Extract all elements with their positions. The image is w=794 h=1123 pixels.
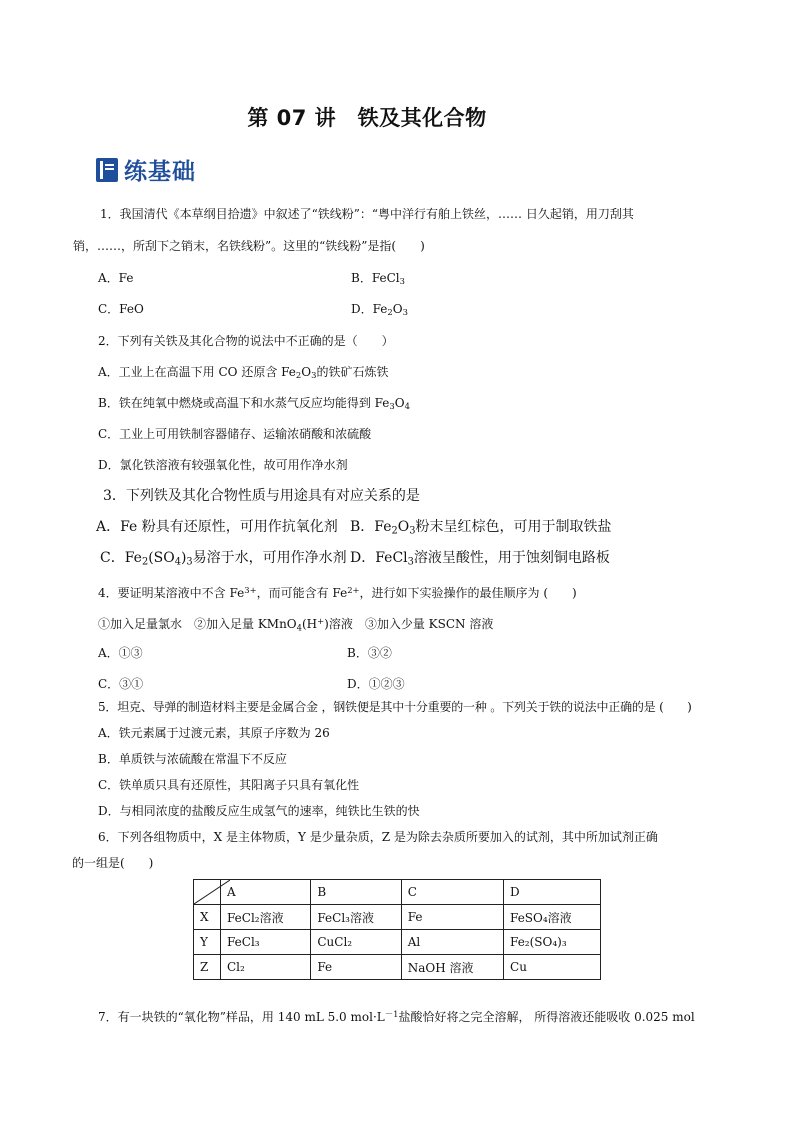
- table-cell: Al: [401, 930, 503, 955]
- q2-option-d: D．氯化铁溶液有较强氧化性，故可用作净水剂: [98, 458, 348, 472]
- table-cell: Cu: [504, 955, 601, 980]
- table-row: [194, 930, 601, 955]
- table-cell: Cl₂: [221, 955, 311, 980]
- q3-option-d: D．FeCl$_3$溶液呈酸性，用于蚀刻铜电路板: [350, 550, 610, 568]
- q2-stem: 2．下列有关铁及其化合物的说法中不正确的是（ ）: [98, 334, 394, 348]
- q1-option-b: B．FeCl$_3$: [351, 271, 405, 287]
- q1-option-c: C．FeO: [98, 302, 144, 316]
- q4-option-c: C．③①: [98, 677, 144, 691]
- q6-stem-line2: 的一组是( ): [72, 856, 154, 870]
- table-header-c: C: [401, 880, 503, 905]
- table-header-row: [194, 880, 601, 905]
- table-cell: CuCl₂: [311, 930, 401, 955]
- q3-option-c: C．$Fe_2(SO_4)_3$易溶于水，可用作净水剂: [100, 550, 347, 568]
- q4-option-d: D．①②③: [347, 677, 405, 691]
- section-label: 练基础: [124, 159, 196, 185]
- table-header-d: D: [504, 880, 601, 905]
- q3-option-b: B．$Fe_2O_3$粉末呈红棕色，可用于制取铁盐: [350, 519, 612, 537]
- diagonal-line: [194, 880, 230, 904]
- table-row: [194, 905, 601, 930]
- table-row: [194, 955, 601, 980]
- q3-option-a: A．Fe 粉具有还原性，可用作抗氧化剂: [96, 519, 338, 535]
- q1-stem-line2: 销，……，所刮下之销末，名铁线粉”。这里的“铁线粉”是指( ): [73, 239, 425, 253]
- q5-option-b: B．单质铁与浓硫酸在常温下不反应: [98, 752, 287, 766]
- q4-option-b: B．③②: [347, 646, 392, 660]
- row-label: Y: [194, 930, 221, 955]
- table-header-a: A: [221, 880, 311, 905]
- q1-option-a: A．Fe: [98, 271, 134, 285]
- q5-option-c: C．铁单质只具有还原性，其阳离子只具有氧化性: [98, 778, 360, 792]
- q3-stem: 3．下列铁及其化合物性质与用途具有对应关系的是: [103, 488, 420, 504]
- table-cell: Fe: [311, 955, 401, 980]
- q2-option-a: A．工业上在高温下用 CO 还原含 $Fe_2O_3$的铁矿石炼铁: [98, 365, 389, 381]
- book-icon: [96, 158, 118, 182]
- q5-option-a: A．铁元素属于过渡元素，其原子序数为 26: [98, 726, 330, 740]
- q5-option-d: D．与相同浓度的盐酸反应生成氢气的速率，纯铁比生铁的快: [98, 804, 420, 818]
- q4-stem: 4．要证明某溶液中不含 $Fe^{3+}$，而可能含有 $Fe^{2+}$，进行如下实验操作的最佳顺序为 ( ): [98, 585, 577, 601]
- page-title: 第 07 讲 铁及其化合物: [247, 106, 487, 130]
- table-cell: NaOH 溶液: [401, 955, 503, 980]
- table-header-b: B: [311, 880, 401, 905]
- table-corner-cell: [194, 880, 221, 905]
- q4-option-a: A．①③: [98, 646, 143, 660]
- table-cell: FeCl₃溶液: [311, 905, 401, 930]
- row-label: X: [194, 905, 221, 930]
- q6-stem-line1: 6．下列各组物质中，X 是主体物质，Y 是少量杂质，Z 是为除去杂质所要加入的试剂，其中所加试剂正确: [98, 830, 658, 844]
- row-label: Z: [194, 955, 221, 980]
- q1-stem-line1: 1．我国清代《本草纲目拾遗》中叙述了“铁线粉”：“粤中洋行有舶上铁丝，…… 日久起销，用刀刮其: [100, 207, 634, 221]
- q4-operations: ①加入足量氯水 ②加入足量 KMnO$_4$(H+)溶液 ③加入少量 KSCN 溶液: [98, 616, 494, 633]
- section-header: [96, 153, 196, 186]
- q2-option-b: B．铁在纯氧中燃烧或高温下和水蒸气反应均能得到 $Fe_3O_4$: [98, 396, 410, 412]
- q6-table: [193, 879, 601, 980]
- q2-option-c: C．工业上可用铁制容器储存、运输浓硝酸和浓硫酸: [98, 427, 372, 441]
- q7-stem: 7．有一块铁的“氧化物”样品，用 140 mL 5.0 $mol\cdot L^{-1}$盐酸恰好将之完全溶解， 所得溶液还能吸收 0.025 mol: [98, 1009, 695, 1025]
- table-cell: FeSO₄溶液: [504, 905, 601, 930]
- table-cell: Fe: [401, 905, 503, 930]
- q5-stem: 5．坦克、导弹的制造材料主要是金属合金 ，钢铁便是其中十分重要的一种 。下列关于铁的说法中正确的是 ( ): [98, 700, 692, 714]
- table-cell: Fe₂(SO₄)₃: [504, 930, 601, 955]
- table-cell: FeCl₂溶液: [221, 905, 311, 930]
- q1-option-d: D．$Fe_2O_3$: [351, 302, 408, 318]
- table-cell: FeCl₃: [221, 930, 311, 955]
